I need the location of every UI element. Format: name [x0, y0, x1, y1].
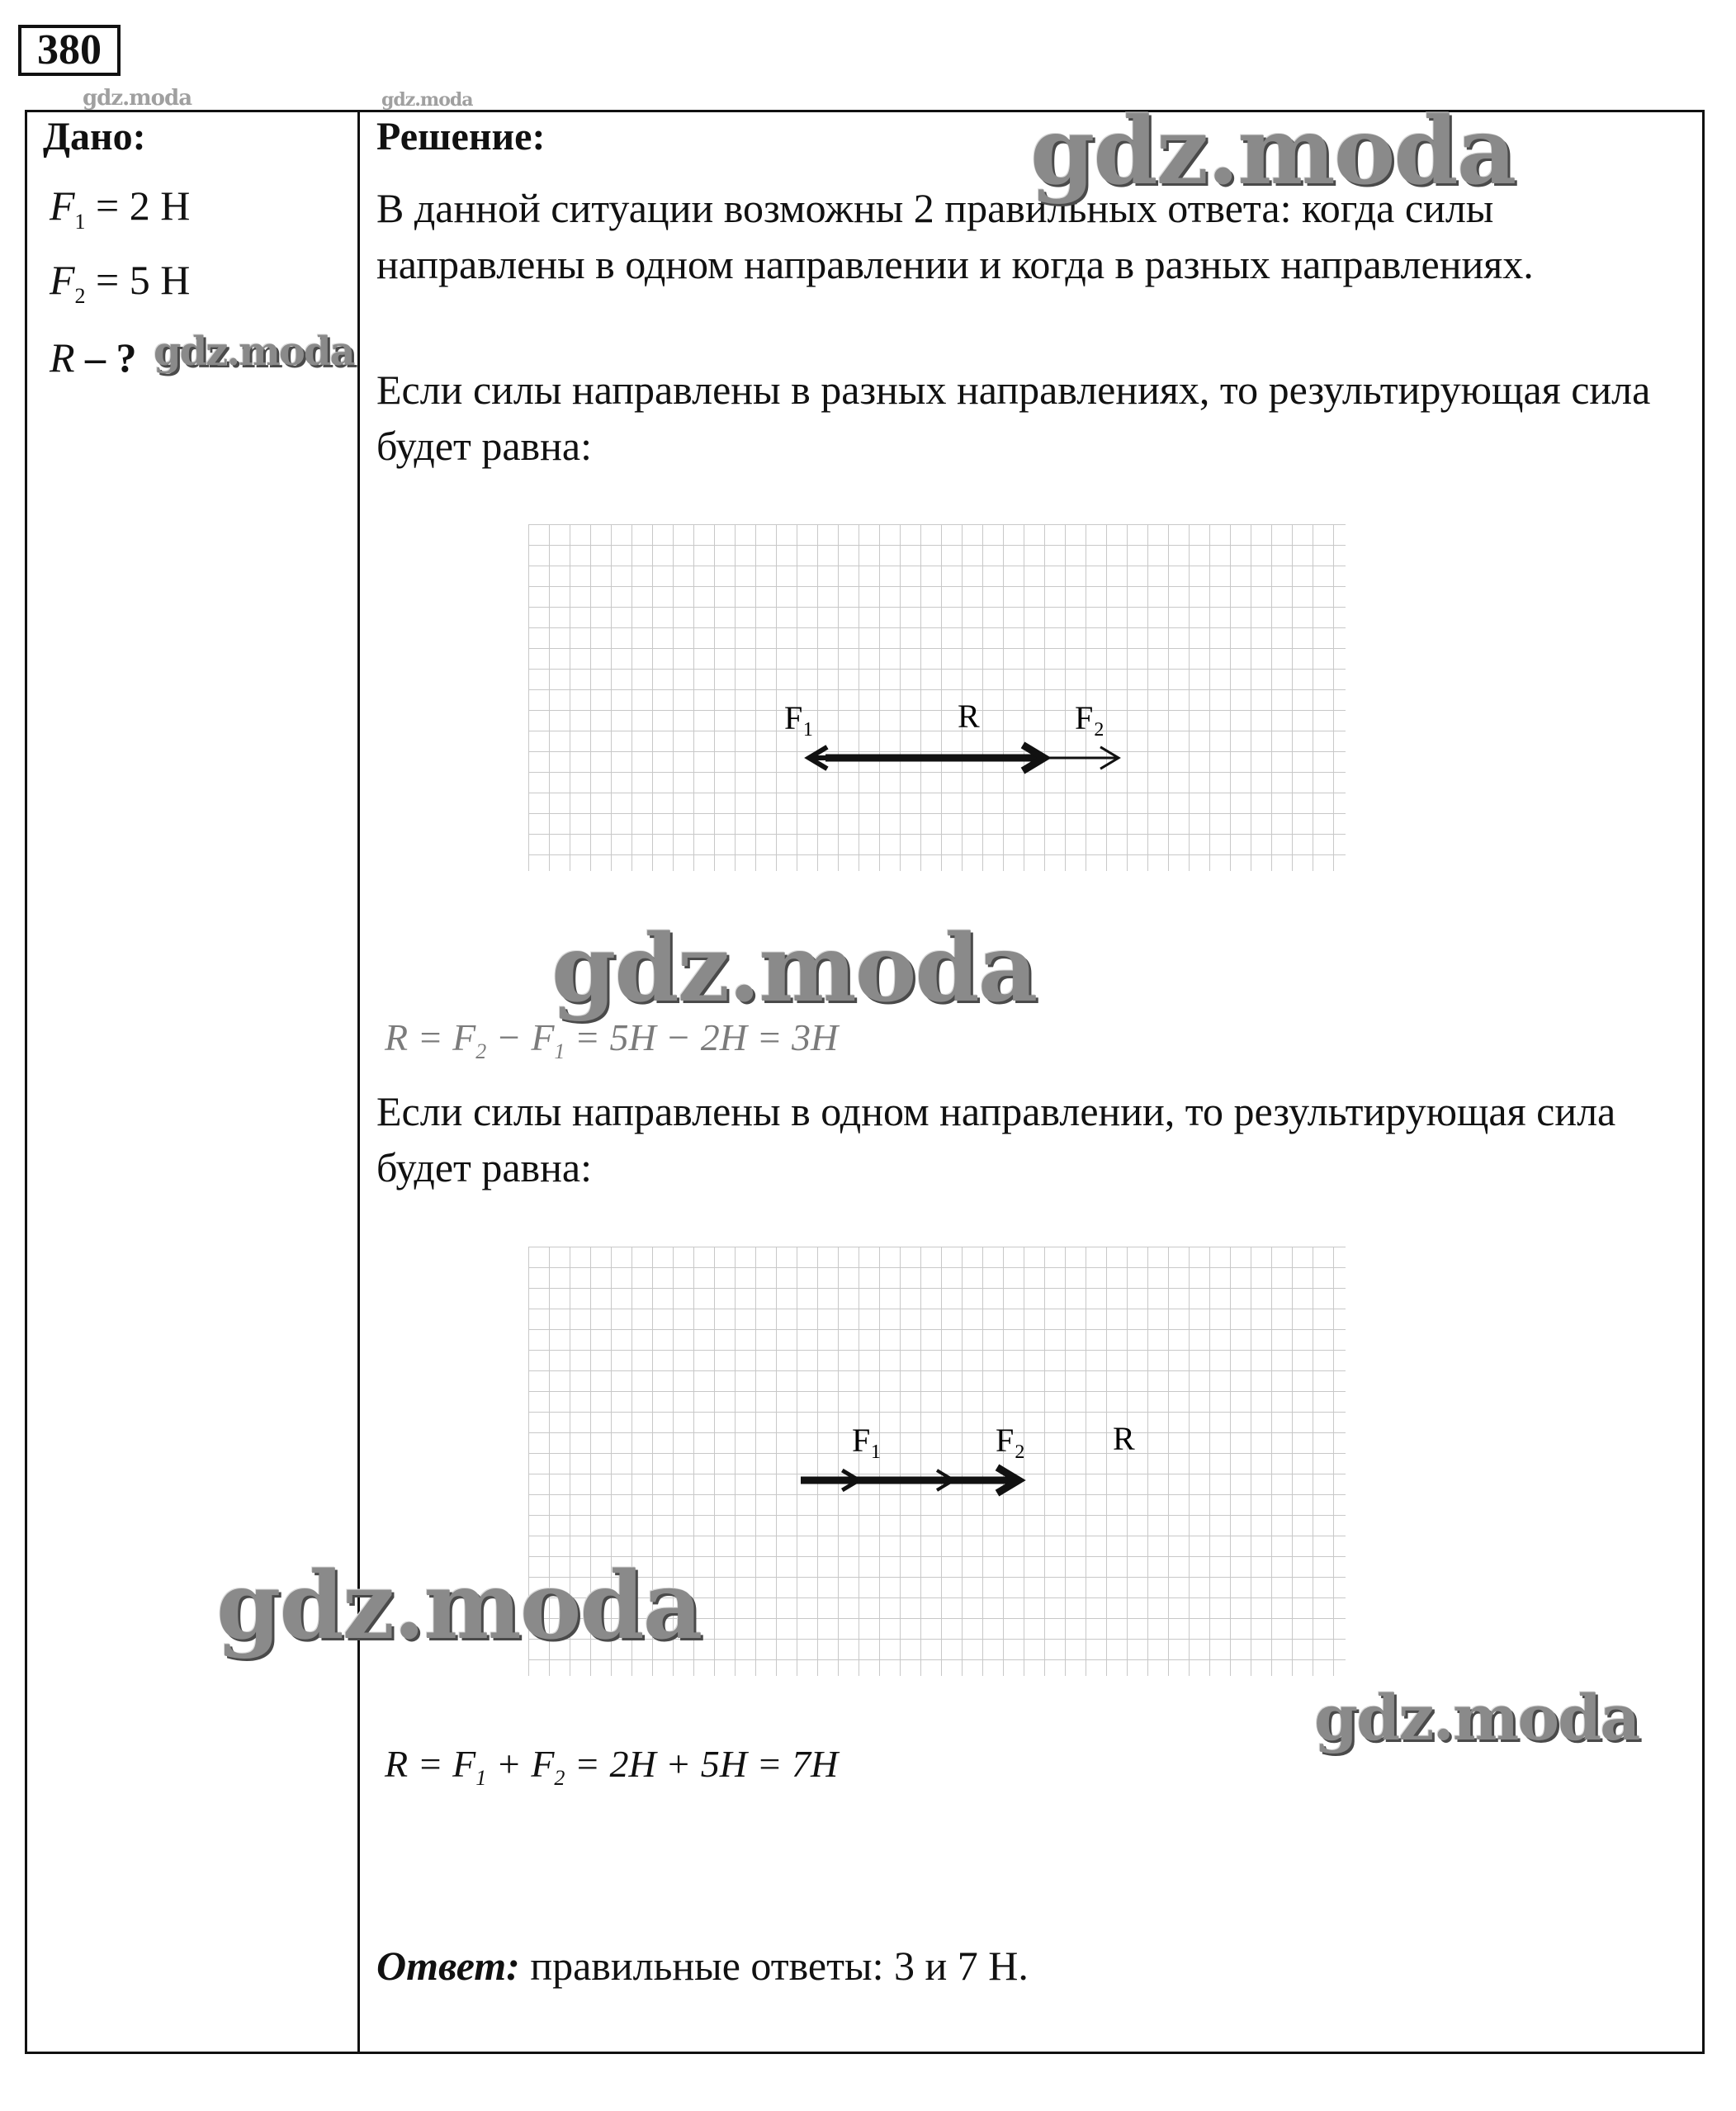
answer	[376, 1942, 1029, 1990]
given-f1	[50, 182, 190, 234]
f-op-rest: = 5H − 2H = 3H	[565, 1016, 839, 1058]
given-f2	[50, 256, 190, 309]
f-sm-f2-sub: 2	[554, 1766, 565, 1791]
f-sm-rest: = 2H + 5H = 7H	[565, 1743, 839, 1785]
watermark-large-2: gdz.moda	[216, 1552, 702, 1660]
problem-number: 380	[18, 25, 121, 76]
given-f2-symbol: F	[50, 257, 75, 303]
watermark-given: gdz.moda	[154, 329, 354, 375]
column-divider	[357, 110, 360, 2054]
watermark-small-2: gdz.moda	[381, 89, 473, 111]
f-sm-eq: =	[408, 1743, 453, 1785]
f-op-minus: −	[486, 1016, 532, 1058]
given-f1-value: = 2 Н	[96, 182, 191, 229]
given-header: Дано:	[43, 115, 146, 159]
f-sm-plus: +	[486, 1743, 532, 1785]
given-unknown	[50, 334, 137, 381]
f-op-f1: F	[531, 1016, 555, 1058]
answer-text: правильные ответы: 3 и 7 Н.	[519, 1943, 1029, 1989]
f-op-f2-sub: 2	[475, 1039, 487, 1064]
solution-header: Решение:	[376, 115, 546, 159]
watermark-top: gdz.moda	[1030, 97, 1516, 206]
label-same-f1: F₁	[852, 1422, 882, 1459]
formula-opposite	[385, 1015, 838, 1064]
f-sm-f1-sub: 1	[475, 1766, 487, 1791]
f-sm-r: R	[385, 1743, 409, 1785]
f-op-f1-sub: 1	[554, 1039, 565, 1064]
grid-opposite	[528, 524, 1346, 871]
case-same-text: Если силы направлены в одном направлении, то результирующая сила будет равна:	[376, 1088, 1616, 1190]
f-op-eq: =	[408, 1016, 453, 1058]
given-f1-sub: 1	[74, 210, 86, 234]
case-opposite-text: Если силы направлены в разных направлениях, то результирующая сила будет равна:	[376, 367, 1651, 469]
f-sm-f1: F	[452, 1743, 476, 1785]
f-op-f2: F	[452, 1016, 476, 1058]
watermark-large-1: gdz.moda	[551, 915, 1037, 1023]
solution-intro: В данной ситуации возможны 2 правильных ответа: когда силы направлены в одном направлении и когда в разных направлениях.	[376, 185, 1534, 287]
f-sm-f2: F	[531, 1743, 555, 1785]
answer-label: Ответ:	[376, 1943, 520, 1989]
given-f2-value: = 5 Н	[96, 257, 191, 303]
f-op-r: R	[385, 1016, 409, 1058]
given-f2-sub: 2	[74, 284, 86, 308]
given-f1-symbol: F	[50, 182, 75, 229]
label-same-f2: F₂	[996, 1422, 1026, 1459]
label-opposite-f1: F₁	[784, 699, 815, 736]
label-same-r: R	[1113, 1420, 1135, 1457]
watermark-bottom: gdz.moda	[1314, 1681, 1639, 1754]
given-unknown-symbol: R	[50, 334, 75, 381]
watermark-small-1: gdz.moda	[83, 86, 192, 111]
diagram-opposite	[528, 524, 1346, 871]
label-opposite-f2: F₂	[1075, 699, 1105, 736]
formula-same	[385, 1742, 838, 1791]
label-opposite-r: R	[958, 698, 980, 735]
given-unknown-text: – ?	[85, 334, 137, 381]
